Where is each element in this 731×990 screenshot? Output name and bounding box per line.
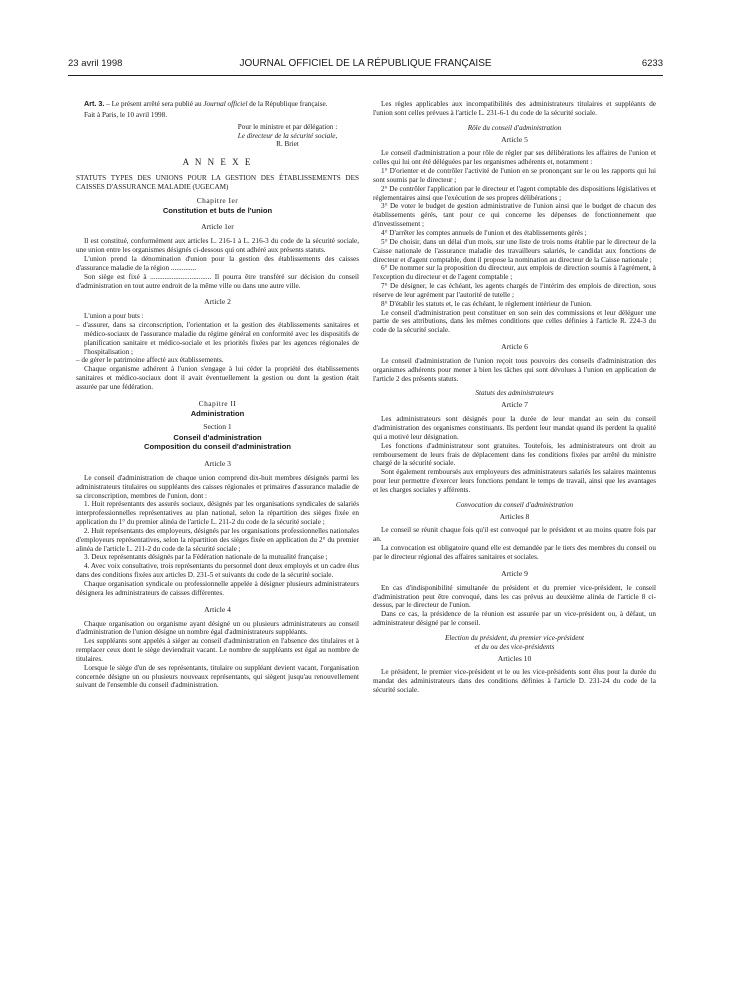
election-heading-1: Election du président, du premier vice-président [444, 633, 585, 642]
article-5-title: Article 5 [501, 134, 528, 144]
article-2-item-2: – de gérer le patrimoine affecté aux établissements. [76, 356, 224, 365]
article-2-p1: L'union a pour buts : [84, 312, 144, 321]
annexe-heading: A N N E X E [182, 157, 253, 168]
election-heading-2: et du ou des vice-présidents [474, 642, 555, 651]
article-4-p1: Chaque organisation ou organisme ayant désigné un ou plusieurs administrateurs au conseil d'administration de l'union désigne un nombre égal d'administrateurs suppléants. [76, 619, 359, 637]
article-10-p1: Le président, le premier vice-président et le ou les vice-présidents sont élus pour la durée du mandat des administrateurs dans des conditions définies à l'article D. 231-24 du code de la sécurité sociale. [373, 668, 656, 695]
article-9-title: Article 9 [501, 568, 528, 578]
incompat-paragraph: Les règles applicables aux incompatibilités des administrateurs titulaires et suppléants de l'union sont celles prévues à l'article L. 231-6-1 du code de la sécurité sociale. [373, 100, 656, 117]
article-10-title: Articles 10 [497, 653, 532, 663]
article-4-title: Article 4 [204, 604, 231, 614]
signature-line-2: Le directeur de la sécurité sociale, [237, 131, 338, 140]
article-5-item-3: 3° De voter le budget de gestion administrative de l'union ainsi que le budget de chacun des établissements gérés, tant pour ce qui concerne les dépenses de fonctionnement que d'investissement ; [373, 202, 656, 229]
article-9-p2: Dans ce cas, la présidence de la réunion est assurée par un vice-président ou, à défaut, un administrateur désigné par le conseil. [373, 610, 656, 628]
article-6-title: Article 6 [501, 342, 528, 352]
article-2-title: Article 2 [204, 297, 231, 307]
article-7-p3: Sont également remboursés aux employeurs des administrateurs salariés les salaires maintenus pour leur permettre d'exercer leurs fonctions pendant le temps de travail, ainsi que les avantages et les charges sociales y afférents. [373, 468, 656, 494]
section-1-label: Section 1 [203, 422, 232, 432]
header-date: 23 avril 1998 [68, 58, 123, 69]
article-6-p1: Le conseil d'administration de l'union reçoit tous pouvoirs des conseils d'administration des organismes adhérents pour mener à bien les tâches qui sont dévolues à l'union en application de l'article 2 des présents statuts. [373, 356, 656, 383]
article-5-item-5: 5° De choisir, dans un délai d'un mois, sur une liste de trois noms établie par le directeur de la Caisse nationale de l'assurance maladie des travailleurs salariés, le candidat aux fonctions de directeur et d'agent comptable, dont il propose la nomination au directeur de la Caisse nationale ; [373, 237, 656, 264]
article-5-item-6: 6° De nommer sur la proposition du directeur, aux emplois de direction soumis à l'agrément, à l'exception du directeur et de l'agent comptable ; [373, 264, 656, 282]
article-3-p4: 3. Deux représentants désignés par la Fédération nationale de la mutualité française ; [84, 553, 328, 562]
article-1-title: Article 1er [201, 222, 234, 232]
article-4-p2: Les suppléants sont appelés à siéger au conseil d'administration en l'absence des titulaires et à remplacer ceux dont le siège deviendrait vacant. Le nombre de suppléants est égal au nombre de titulaires. [76, 637, 359, 663]
article-7-title: Article 7 [501, 400, 528, 410]
statuts-title: STATUTS TYPES DES UNIONS POUR LA GESTION DES ÉTABLISSEMENTS DES CAISSES D'ASSURANCE MALADIE (UGECAM) [76, 174, 359, 191]
article-3-arrete: Art. 3. – Le présent arrêté sera publié au Journal officiel de la République française. [84, 99, 328, 108]
article-7-p2: Les fonctions d'administrateur sont gratuites. Toutefois, les administrateurs ont droit au remboursement de leurs frais de déplacement dans les conditions fixées par arrêté du ministre chargé de la sécurité sociale. [373, 441, 656, 468]
article-4-p3: Lorsque le siège d'un de ses représentants, titulaire ou suppléant devient vacant, l'organisation concernée désigne un ou plusieurs nouveaux représentants, qui siègent jusqu'au renouvellement suivant de l'ensemble du conseil d'administration. [76, 663, 359, 690]
article-1-p1: Il est constitué, conformément aux articles L. 216-1 à L. 216-3 du code de la sécurité sociale, une union entre les organismes désignés ci-dessous qui ont adhéré aux présents statuts. [76, 237, 359, 255]
signature-block [76, 123, 359, 150]
signature-name: R. Briet [276, 140, 299, 149]
fait-a-paris: Fait à Paris, le 10 avril 1998. [84, 110, 168, 119]
page-number: 6233 [641, 58, 663, 69]
article-3-p1: Le conseil d'administration de chaque union comprend dix-huit membres désignés parmi les administrateurs titulaires ou suppléants des caisses régionales et primaires d'assurance maladie de sa circonscription, membres de l'union, dont : [76, 473, 359, 500]
article-5-p2: Le conseil d'administration peut constituer en son sein des commissions et leur déléguer une partie de ses attributions, dans les mêmes conditions que celles définies à l'article R. 224-3 du code de la sécurité sociale. [373, 308, 656, 335]
article-5-item-4: 4° D'arrêter les comptes annuels de l'union et des établissements gérés ; [381, 228, 587, 237]
section-1-subtitle: Composition du conseil d'administration [144, 442, 291, 452]
article-3-p5: 4. Avec voix consultative, trois représentants du personnel dont deux employés et un cadre élus dans des conditions fixées aux articles D. 231-5 et suivants du code de la sécurité sociale. [76, 562, 359, 580]
convocation-heading: Convocation du conseil d'administration [455, 500, 574, 509]
article-2-p2: Chaque organisme adhérent à l'union s'engage à lui céder la propriété des établissements sanitaires et médico-sociaux dont il avait éventuellement la gestion ou dont la gestion était assurée par une fédération. [76, 365, 359, 391]
page-header [68, 58, 663, 74]
article-1-p2: L'union prend la dénomination d'union pour la gestion des établissements des caisses d'assurance maladie de la région .............. [76, 254, 359, 272]
header-rule [68, 75, 663, 76]
journal-title: JOURNAL OFFICIEL DE LA RÉPUBLIQUE FRANÇAISE [239, 58, 492, 69]
statuts-heading: Statuts des administrateurs [475, 389, 554, 398]
chapter-2-title: Administration [190, 408, 245, 418]
article-8-p1: Le conseil se réunit chaque fois qu'il est convoqué par le président et au moins quatre fois par an. [373, 526, 656, 544]
article-5-item-1: 1° D'orienter et de contrôler l'activité de l'union en se prononçant sur le ou les rapports qui lui sont soumis par le directeur ; [373, 167, 656, 184]
article-8-title: Articles 8 [499, 511, 530, 521]
signature-line-1: Pour le ministre et par délégation : [237, 122, 338, 131]
article-3-p2: 1. Huit représentants des assurés sociaux, désignés par les organisations syndicales de salariés interprofessionnelles représentatives au plan national, selon la répartition des sièges fixée en application du 1° du premier alinéa de l'article L. 211-2 du code de la sécurité sociale ; [76, 500, 359, 527]
article-7-p1: Les administrateurs sont désignés pour la durée de leur mandat au sein du conseil d'administration des organismes constituants. Ils perdent leur mandat quand ils perdent la qualité qui a motivé leur désignation. [373, 415, 656, 441]
article-5-item-8: 8° D'établir les statuts et, le cas échéant, le règlement intérieur de l'union. [381, 299, 592, 308]
section-1-title: Conseil d'administration [173, 433, 262, 443]
left-column [76, 100, 359, 690]
article-8-p2: La convocation est obligatoire quand elle est demandée par le tiers des membres du conseil ou par le directeur régional des affaires sanitaires et sociales. [373, 544, 656, 561]
article-5-item-2: 2° De contrôler l'application par le directeur et l'agent comptable des dispositions législatives et réglementaires ainsi que l'exécution de ses propres délibérations ; [373, 184, 656, 202]
chapter-2-label: Chapitre II [198, 398, 237, 408]
article-3-p3: 2. Huit représentants des employeurs, désignés par les organisations professionnelles nationales d'employeurs représentatives, selon la répartition des sièges fixée en application du 2° du premier alinéa de l'article L. 211-2 du code de la sécurité sociale ; [76, 526, 359, 553]
article-3-title: Article 3 [204, 459, 231, 468]
chapter-1-title: Constitution et buts de l'union [162, 205, 273, 215]
article-1-p3: Son siège est fixé à .................................. Il pourra être transféré sur décision du conseil d'administration en tout autre endroit de la même ville ou dans une autre ville. [76, 272, 359, 290]
article-5-p1: Le conseil d'administration a pour rôle de régler par ses délibérations les affaires de l'union et celles qui lui ont été déléguées par les organismes adhérents et, notamment : [373, 149, 656, 167]
article-9-p1: En cas d'indisponibilité simultanée du président et du premier vice-président, le conseil d'administration peut être convoqué, dans les cas prévus au deuxième alinéa de l'article 8 ci-dessus, par le directeur de l'union. [373, 583, 656, 610]
role-heading: Rôle du conseil d'administration [467, 123, 562, 132]
right-column [373, 100, 656, 695]
chapter-1-label: Chapitre Ier [196, 195, 239, 205]
article-2-item-1: – d'assurer, dans sa circonscription, l'orientation et la gestion des établissements sanitaires et médico-sociaux de l'assurance maladie du régime général en conformité avec les dispositifs de planification sanitaire et médico-sociale et les priorités fixées par les agences régionales de l'hospitalisation ; [76, 321, 359, 356]
article-5-item-7: 7° De désigner, le cas échéant, les agents chargés de l'intérim des emplois de direction, sous réserve de leur agrément par l'autorité de tutelle ; [373, 282, 656, 299]
article-3-p6: Chaque organisation syndicale ou professionnelle appelée à désigner plusieurs administrateurs désignera les administrateurs de caisses différentes. [76, 579, 359, 597]
